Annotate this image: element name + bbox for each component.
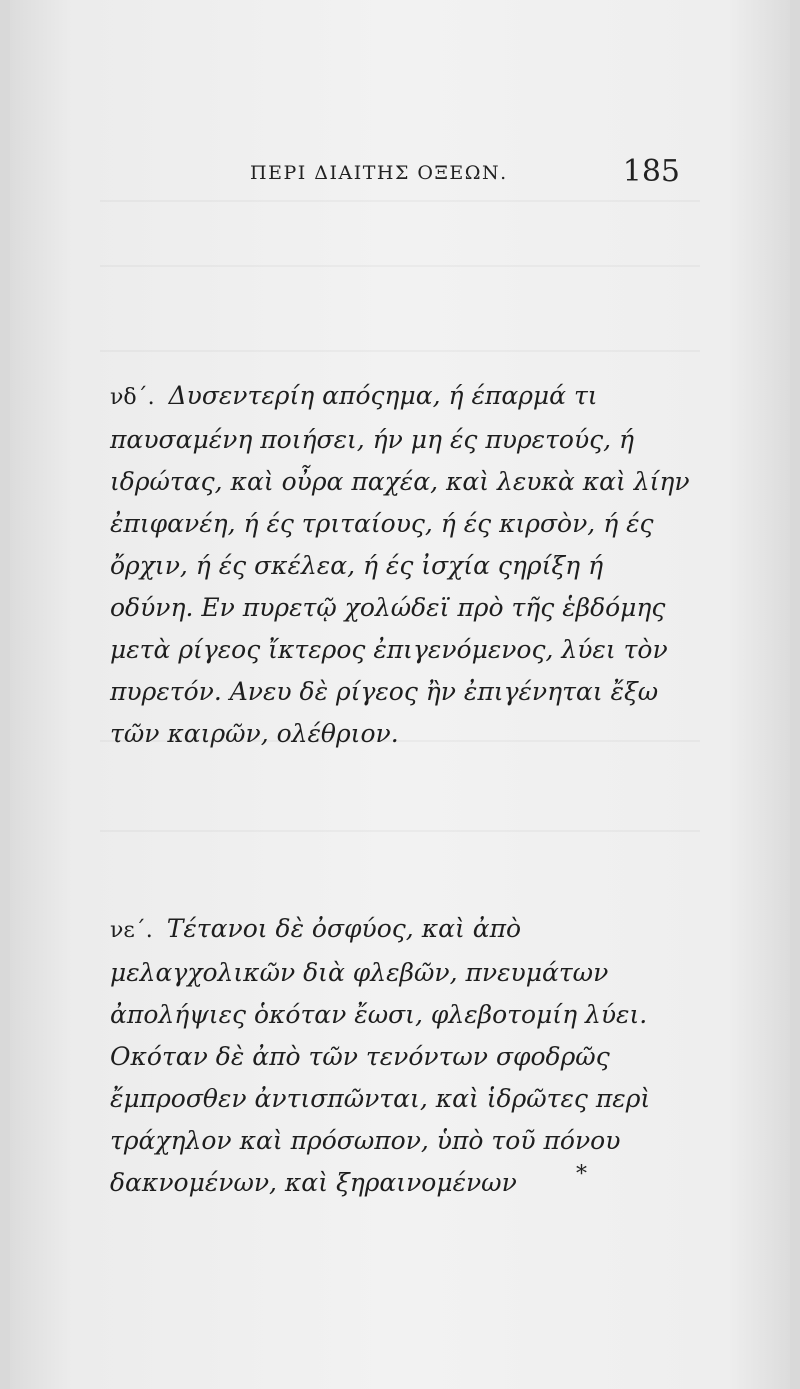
show-through-line (100, 830, 700, 832)
page-header (250, 156, 680, 196)
aphorism-text: Δυσεντερίη απόςημα, ή έπαρμά τι παυσαμένη ποιήσει, ήν μη ές πυρετούς, ή ιδρώτας, καὶ οὖρα παχέα, καὶ λευκὰ καὶ λίην ἐπιφανέη, ή ές τριταίους, ή ές κιρσὸν, ή ές ὄρχιν, ή ές σκέλεα, ή ές ἰσχία ςηρίξη ή οδύνη. Εν πυρετῷ χολώδεϊ πρὸ τῆς ἑβδόμης μετὰ ρίγεος ἴκτερος ἐπιγενόμενος, λύει τὸν πυρετόν. Ανευ δὲ ρίγεος ἢν ἐπιγένηται ἔξω τῶν καιρῶν, ολέθριον. (110, 381, 690, 748)
signature-mark: * (576, 1162, 587, 1187)
aphorism-text: Τέτανοι δὲ ὀσφύος, καὶ ἀπὸ μελαγχολικῶν διὰ φλεβῶν, πνευμάτων ἀπολήψιες ὁκόταν ἔωσι, φλεβοτομίη λύει. Οκόταν δὲ ἀπὸ τῶν τενόντων σφοδρῶς ἔμπροσθεν ἀντισπῶνται, καὶ ἱδρῶτες περὶ τράχηλον καὶ πρόσωπον, ὑπὸ τοῦ πόνου δακνομένων, καὶ ξηραινομένων (110, 914, 651, 1197)
aphorism-number: νε΄. (110, 918, 153, 943)
running-title: ΠΕΡΙ ΔΙΑΙΤΗΣ ΟΞΕΩΝ. (250, 162, 508, 184)
book-page (10, 0, 790, 1389)
show-through-line (100, 350, 700, 352)
show-through-line (100, 265, 700, 267)
aphorism-55 (110, 908, 692, 1204)
aphorism-number: νδ΄. (110, 385, 155, 410)
aphorism-54 (110, 375, 692, 755)
show-through-line (100, 200, 700, 202)
page-number: 185 (622, 154, 680, 189)
